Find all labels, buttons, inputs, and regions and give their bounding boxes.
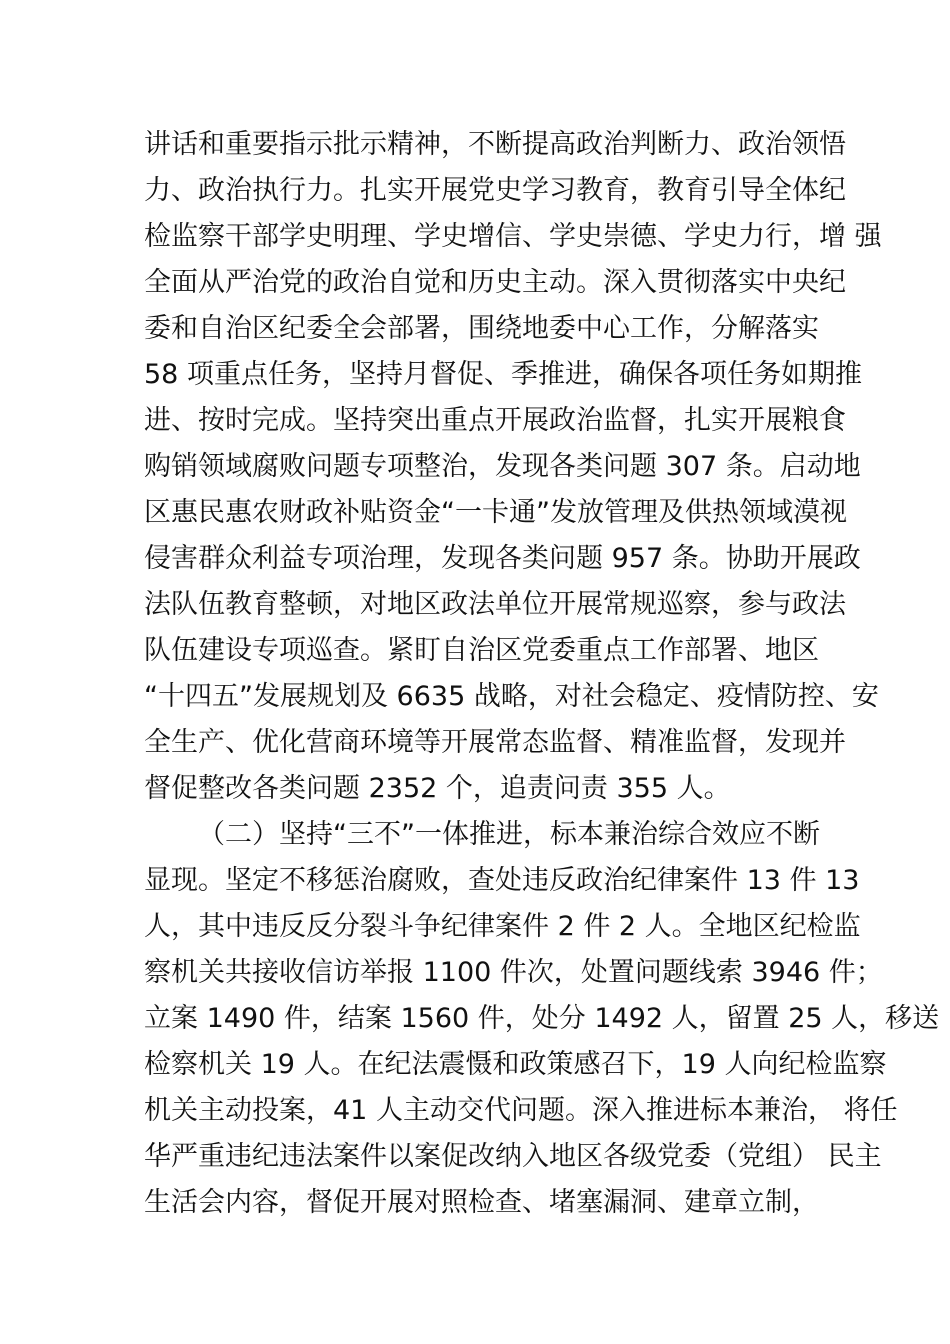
text-line: 督促整改各类问题 2352 个，追责问责 355 人。 <box>144 773 731 804</box>
text-line: 讲话和重要指示批示精神，不断提高政治判断力、政治领悟 <box>144 129 846 160</box>
text-line: 队伍建设专项巡查。紧盯自治区党委重点工作部署、地区 <box>144 635 819 666</box>
text-line: “十四五”发展规划及 6635 战略，对社会稳定、疫情防控、安 <box>144 681 879 712</box>
text-line: 察机关共接收信访举报 1100 件次，处置问题线索 3946 件； <box>144 957 883 988</box>
text-line: 人，其中违反反分裂斗争纪律案件 2 件 2 人。全地区纪检监 <box>144 911 861 942</box>
text-line: 进、按时完成。坚持突出重点开展政治监督，扎实开展粮食 <box>144 405 846 436</box>
text-line: 区惠民惠农财政补贴资金“一卡通”发放管理及供热领域漠视 <box>144 497 847 528</box>
text-line: 检监察干部学史明理、学史增信、学史崇德、学史力行，增 强 <box>144 221 882 252</box>
text-line: 显现。坚定不移惩治腐败，查处违反政治纪律案件 13 件 13 <box>144 865 860 896</box>
body-text <box>144 122 940 1226</box>
text-line: 委和自治区纪委全会部署，围绕地委中心工作，分解落实 <box>144 313 819 344</box>
text-line: 生活会内容，督促开展对照检查、堵塞漏洞、建章立制， <box>144 1187 819 1218</box>
text-line: 全生产、优化营商环境等开展常态监督、精准监督，发现并 <box>144 727 846 758</box>
text-line: 立案 1490 件，结案 1560 件，处分 1492 人，留置 25 人，移送 <box>144 1003 940 1034</box>
text-line: 全面从严治党的政治自觉和历史主动。深入贯彻落实中央纪 <box>144 267 846 298</box>
text-line: 检察机关 19 人。在纪法震慑和政策感召下，19 人向纪检监察 <box>144 1049 887 1080</box>
text-line: 华严重违纪违法案件以案促改纳入地区各级党委（党组） 民主 <box>144 1141 882 1172</box>
text-line: 58 项重点任务，坚持月督促、季推进，确保各项任务如期推 <box>144 359 862 390</box>
text-line: 购销领域腐败问题专项整治，发现各类问题 307 条。启动地 <box>144 451 861 482</box>
text-line: 机关主动投案，41 人主动交代问题。深入推进标本兼治， 将任 <box>144 1095 898 1126</box>
section-heading-line: （二）坚持“三不”一体推进，标本兼治综合效应不断 <box>198 819 820 850</box>
text-line: 法队伍教育整顿，对地区政法单位开展常规巡察，参与政法 <box>144 589 846 620</box>
text-line: 力、政治执行力。扎实开展党史学习教育，教育引导全体纪 <box>144 175 846 206</box>
text-line: 侵害群众利益专项治理，发现各类问题 957 条。协助开展政 <box>144 543 861 574</box>
